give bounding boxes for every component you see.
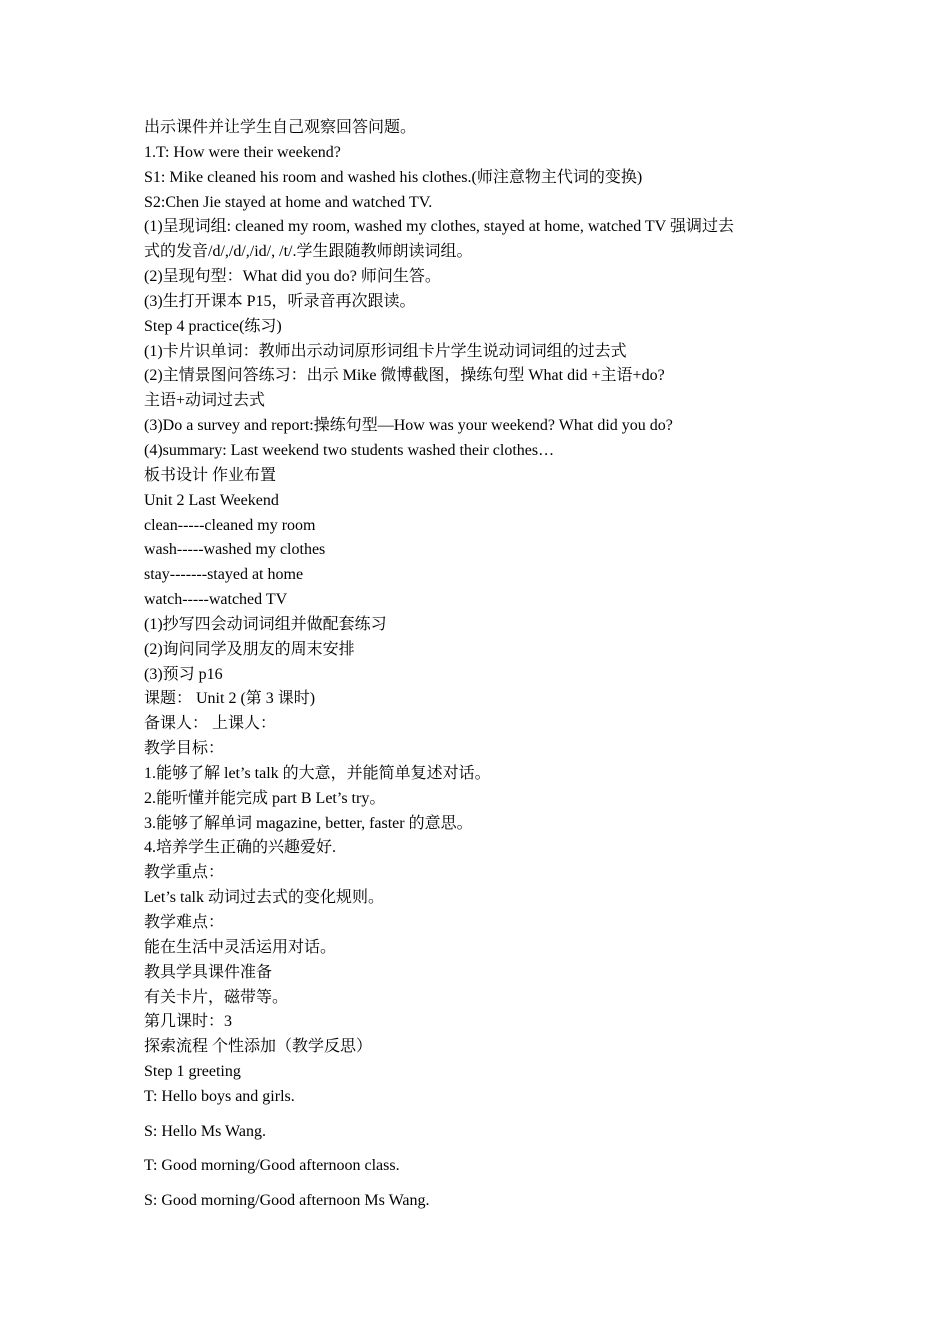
board-item: wash-----washed my clothes [144,541,326,559]
lesson-title: 课题： Unit 2 (第 3 课时) [144,690,316,708]
section-heading: 教学重点： [144,864,225,882]
document-body [144,116,824,1224]
objective-item: 3.能够了解单词 magazine, better, faster 的意思。 [144,814,473,832]
text-line: (2)呈现句型：What did you do? 师问生答。 [144,268,441,286]
board-item: stay-------stayed at home [144,566,304,584]
step-heading: Step 1 greeting [144,1063,241,1081]
homework-item: (2)询问同学及朋友的周末安排 [144,640,355,658]
board-item: watch-----watched TV [144,591,288,609]
text-line: 出示课件并让学生自己观察回答问题。 [144,119,417,136]
text-line: (4)summary: Last weekend two students washed their clothes… [144,441,555,459]
dialog-line: T: Hello boys and girls. [144,1087,295,1105]
objective-item: 4.培养学生正确的兴趣爱好. [144,839,337,857]
objective-item: 1.能够了解 let’s talk 的大意，并能简单复述对话。 [144,764,491,782]
text-line: 第几课时：3 [144,1013,233,1031]
text-line: 1.T: How were their weekend? [144,143,341,161]
section-heading: 探索流程 个性添加（教学反思） [144,1038,373,1056]
text-line: (3)Do a survey and report:操练句型—How was your weekend? What did you do? [144,417,673,435]
dialog-line: S: Good morning/Good afternoon Ms Wang. [144,1191,430,1209]
board-title: Unit 2 Last Weekend [144,491,279,509]
section-heading: 教学目标： [144,740,225,758]
text-line: (1)呈现词组: cleaned my room, washed my clothes, stayed at home, watched TV 强调过去 [144,218,734,236]
objective-item: 2.能听懂并能完成 part B Let’s try。 [144,789,386,807]
text-line: 有关卡片，磁带等。 [144,988,289,1006]
board-item: clean-----cleaned my room [144,516,316,534]
text-line: (3)生打开课本 P15，听录音再次跟读。 [144,292,416,310]
text-line: (2)主情景图问答练习：出示 Mike 微博截图，操练句型 What did +主语+do? [144,367,665,385]
homework-item: (1)抄写四会动词词组并做配套练习 [144,615,387,633]
text-line: 主语+动词过去式 [144,392,266,410]
text-line: 式的发音/d/,/d/,/id/, /t/.学生跟随教师朗读词组。 [144,243,473,261]
text-line: S2:Chen Jie stayed at home and watched TV. [144,193,433,211]
section-heading: 板书设计 作业布置 [144,466,277,484]
section-heading: Step 4 practice(练习) [144,317,282,335]
dialog-block [144,1085,824,1224]
text-line: 能在生活中灵活运用对话。 [144,938,337,956]
text-line: S1: Mike cleaned his room and washed his clothes.(师注意物主代词的变换) [144,168,643,186]
lesson-meta: 备课人： 上课人： [144,715,277,733]
dialog-line: S: Hello Ms Wang. [144,1122,266,1140]
text-line: (1)卡片识单词：教师出示动词原形词组卡片学生说动词词组的过去式 [144,342,627,360]
section-heading: 教具学具课件准备 [144,963,273,981]
text-line: Let’s talk 动词过去式的变化规则。 [144,889,384,907]
homework-item: (3)预习 p16 [144,665,223,683]
section-heading: 教学难点： [144,914,225,931]
dialog-line: T: Good morning/Good afternoon class. [144,1157,400,1175]
